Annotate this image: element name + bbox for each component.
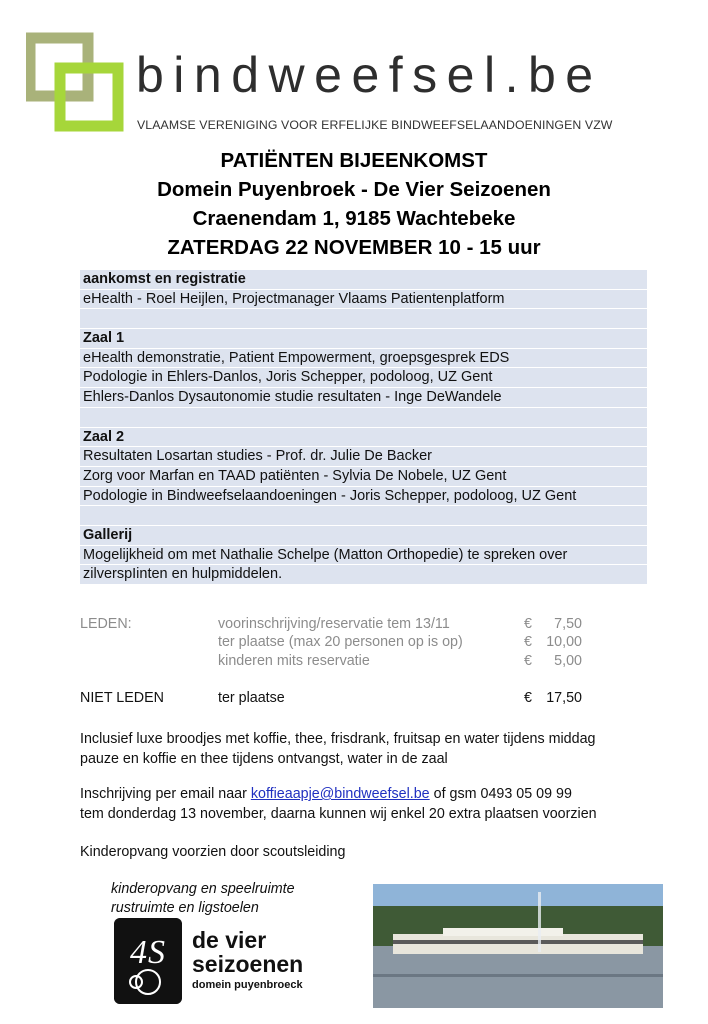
- event-venue: Domein Puyenbroek - De Vier Seizoenen: [157, 178, 551, 201]
- price-desc: kinderen mits reservatie: [218, 653, 370, 669]
- program-item: eHealth - Roel Heijlen, Projectmanager Vlaams Patientenplatform: [80, 290, 647, 310]
- event-date: ZATERDAG 22 NOVEMBER 10 - 15 uur: [167, 236, 541, 259]
- program-table: [80, 270, 647, 585]
- event-title: PATIËNTEN BIJEENKOMST: [220, 149, 488, 172]
- svg-text:S: S: [148, 934, 165, 971]
- price-amount: 17,50: [546, 690, 582, 706]
- tagline: VLAAMSE VERENIGING VOOR ERFELIJKE BINDWEEFSELAANDOENINGEN VZW: [137, 118, 613, 132]
- venue-features: [111, 880, 295, 918]
- program-heading-zaal2: Zaal 2: [80, 428, 647, 448]
- bindweefsel-logo-mark: [26, 32, 126, 132]
- program-heading-arrival: aankomst en registratie: [80, 270, 647, 290]
- program-item: Podologie in Ehlers-Danlos, Joris Schepper, podoloog, UZ Gent: [80, 368, 647, 388]
- program-item: zilverspIinten en hulpmiddelen.: [80, 565, 647, 585]
- program-item: Zorg voor Marfan en TAAD patiënten - Sylvia De Nobele, UZ Gent: [80, 467, 647, 487]
- vier-seizoenen-logo-icon: [114, 918, 182, 1004]
- price-amount: 5,00: [554, 653, 582, 669]
- venue-logo-text: [192, 928, 303, 992]
- members-label: LEDEN:: [80, 616, 132, 632]
- price-desc: ter plaatse (max 20 personen op is op): [218, 634, 463, 650]
- program-spacer: [80, 506, 647, 526]
- venue-logo-line3: domein puyenbroeck: [192, 979, 303, 991]
- catering-info: [80, 729, 680, 769]
- price-currency: €: [524, 653, 532, 669]
- catering-line: pauze en koffie en thee tijdens ontvangst, water in de zaal: [80, 751, 448, 767]
- nonmembers-label: NIET LEDEN: [80, 690, 164, 706]
- price-currency: €: [524, 634, 532, 650]
- price-currency: €: [524, 690, 532, 706]
- price-amount: 7,50: [554, 616, 582, 632]
- signup-deadline: tem donderdag 13 november, daarna kunnen wij enkel 20 extra plaatsen voorzien: [80, 806, 597, 822]
- program-item: eHealth demonstratie, Patient Empowerment, groepsgesprek EDS: [80, 349, 647, 369]
- email-link[interactable]: koffieaapje@bindweefsel.be: [250, 786, 430, 802]
- program-heading-gallery: Gallerij: [80, 526, 647, 546]
- event-title-block: [0, 146, 708, 262]
- program-item: Mogelijkheid om met Nathalie Schelpe (Matton Orthopedie) te spreken over: [80, 546, 647, 566]
- program-item: Podologie in Bindweefselaandoeningen - Joris Schepper, podoloog, UZ Gent: [80, 487, 647, 507]
- signup-prefix: Inschrijving per email naar: [80, 786, 251, 802]
- program-spacer: [80, 408, 647, 428]
- signup-line: [80, 784, 680, 804]
- venue-photo: [373, 884, 663, 1008]
- price-desc: voorinschrijving/reservatie tem 13/11: [218, 616, 450, 632]
- site-name: bindweefsel.be: [136, 47, 603, 103]
- childcare-info: Kinderopvang voorzien door scoutsleiding: [80, 844, 346, 860]
- venue-logo-line2: seizoenen: [192, 951, 304, 977]
- price-currency: €: [524, 616, 532, 632]
- signup-info: [80, 784, 680, 824]
- program-spacer: [80, 309, 647, 329]
- svg-text:4: 4: [130, 934, 147, 971]
- price-desc: ter plaatse: [218, 690, 285, 706]
- program-item: Resultaten Losartan studies - Prof. dr. Julie De Backer: [80, 447, 647, 467]
- program-item: Ehlers-Danlos Dysautonomie studie resultaten - Inge DeWandele: [80, 388, 647, 408]
- venue-feature: rustruimte en ligstoelen: [111, 900, 259, 916]
- signup-phone: of gsm 0493 05 09 99: [429, 786, 572, 802]
- program-heading-zaal1: Zaal 1: [80, 329, 647, 349]
- event-address: Craenendam 1, 9185 Wachtebeke: [192, 207, 516, 230]
- price-amount: 10,00: [546, 634, 582, 650]
- venue-feature: kinderopvang en speelruimte: [111, 881, 295, 897]
- catering-line: Inclusief luxe broodjes met koffie, thee, frisdrank, fruitsap en water tijdens middag: [80, 731, 596, 747]
- venue-logo-line1: de vier: [192, 927, 267, 953]
